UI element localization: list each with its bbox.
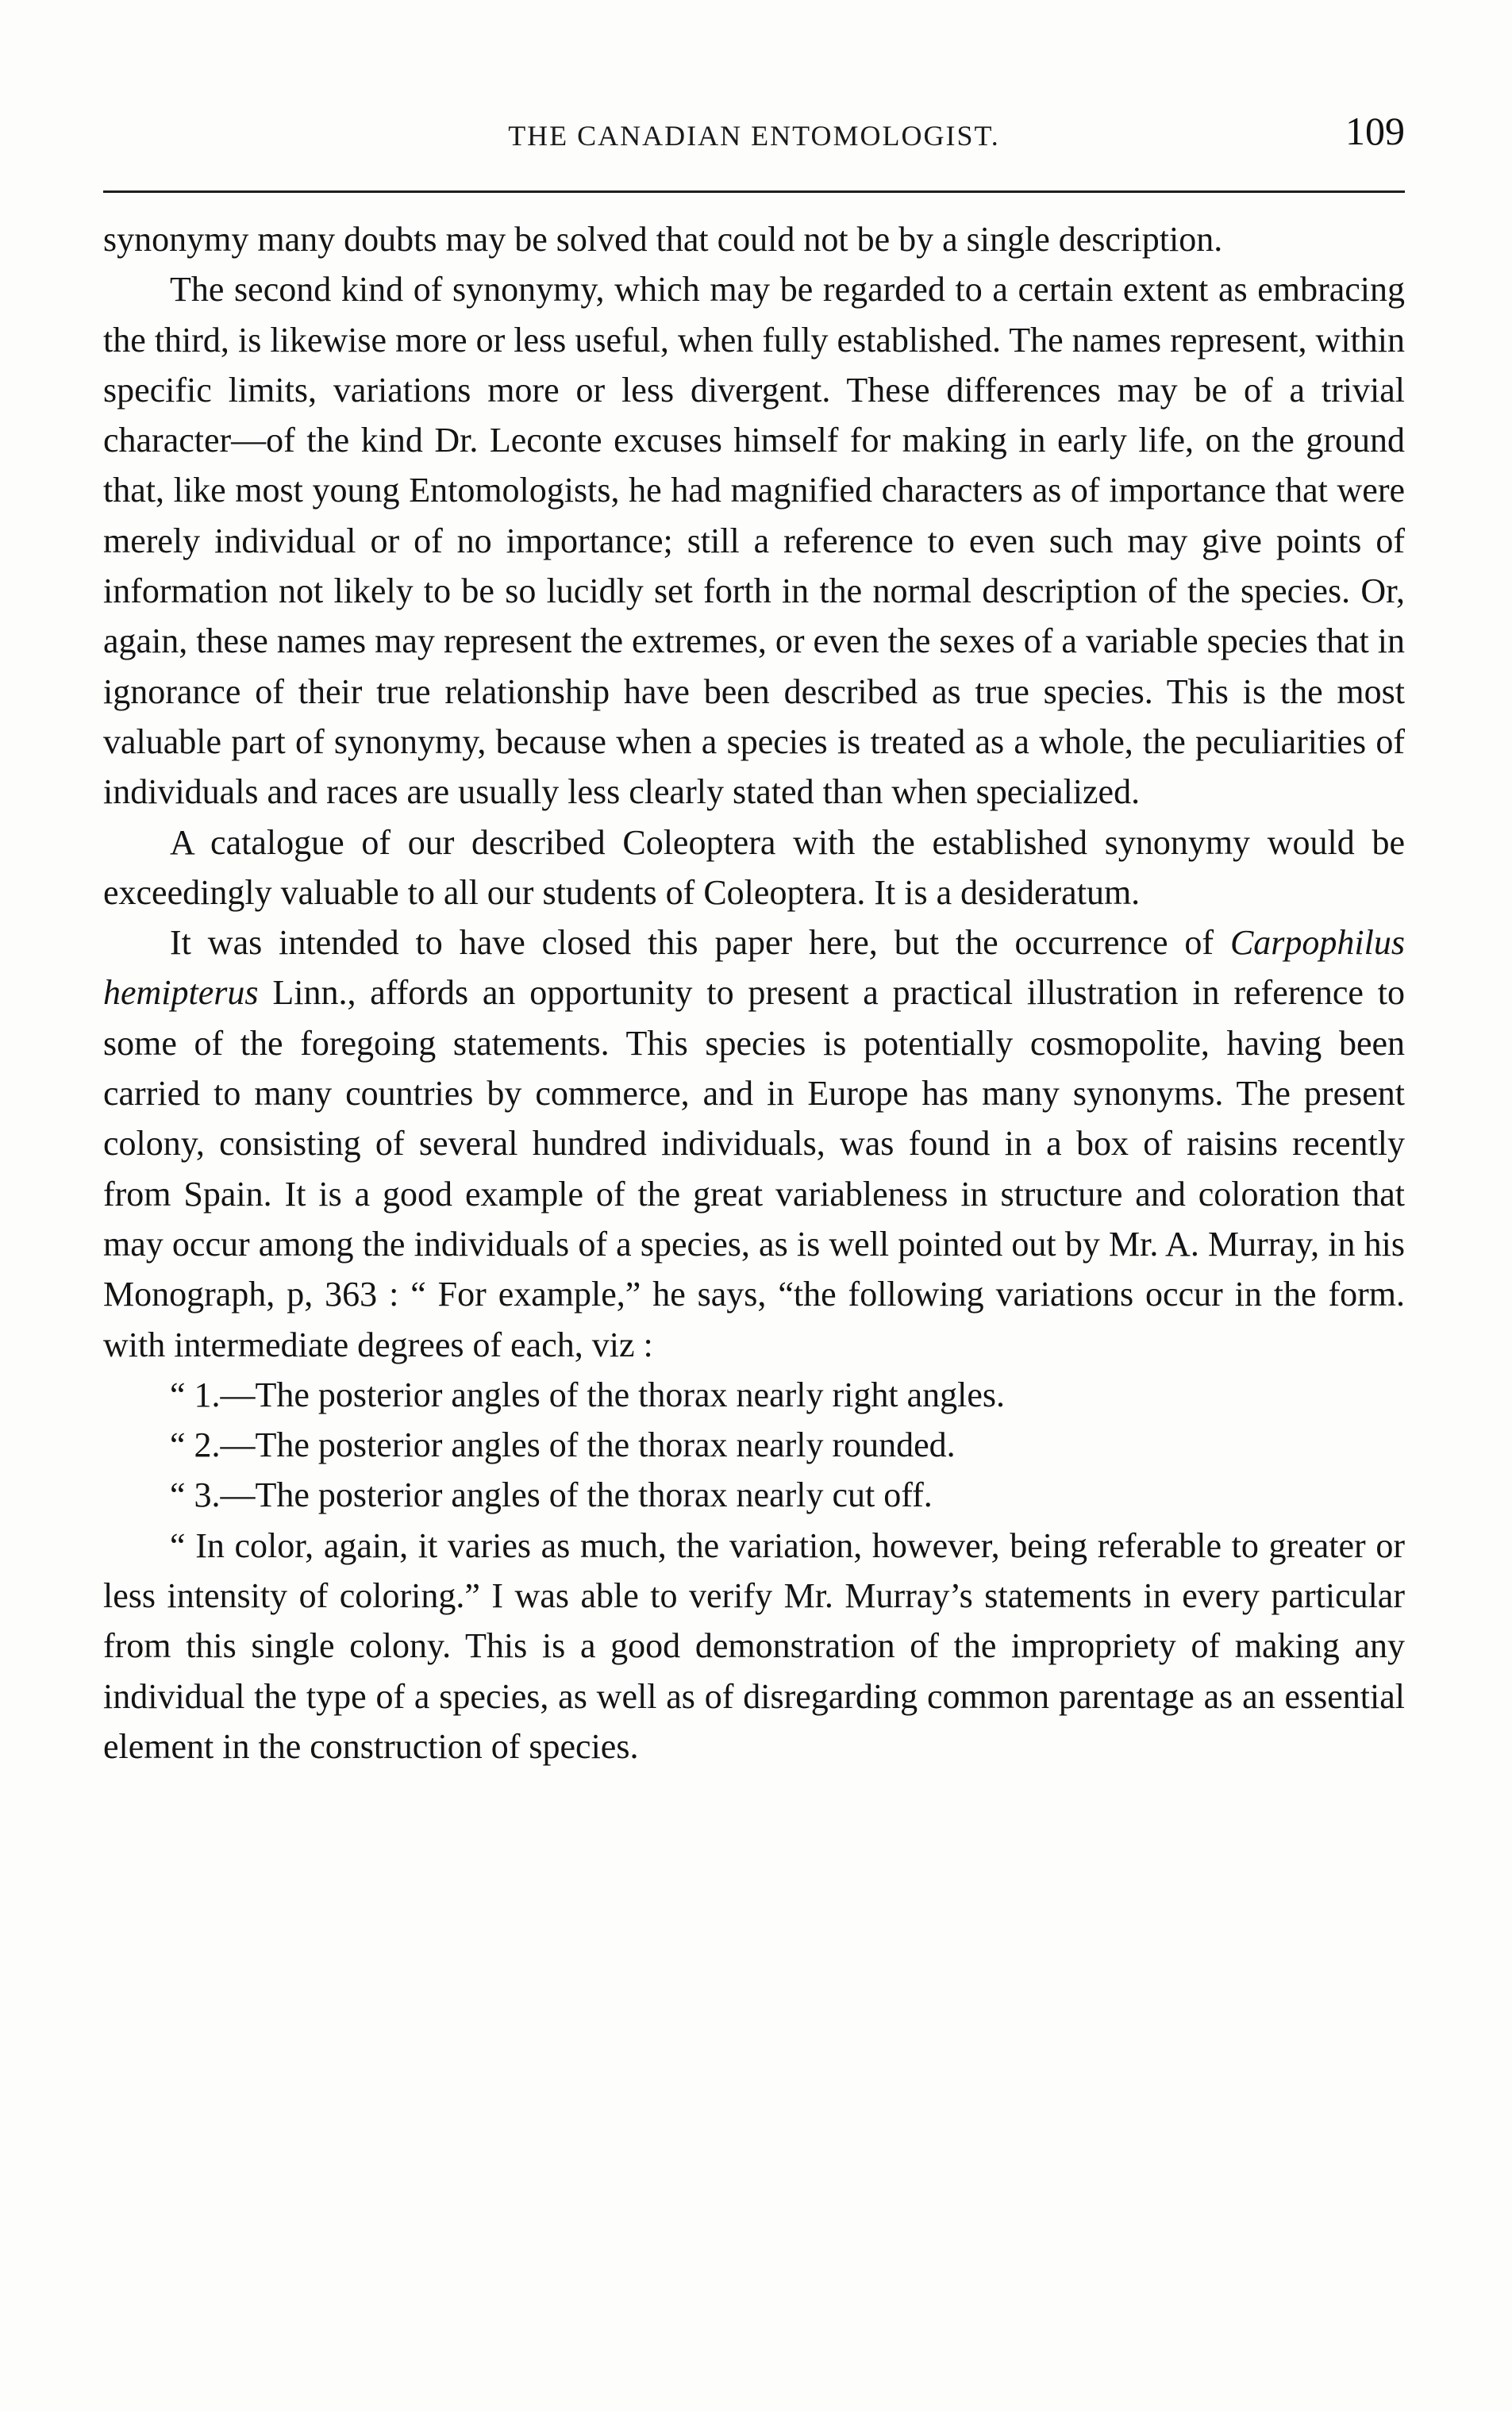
variation-item-1: “ 1.—The posterior angles of the thorax nearly right angles. xyxy=(170,1375,1006,1414)
paragraph-carpophilus-body: Linn., affords an opportunity to present a practical illustration in reference to some of the foregoing statements. This species is potentially cosmopolite, having been carried to many countries by commerce, and in Europe has many synonyms. The present colony, consisting of several hundred individuals, was found in a box of raisins recently from Spain. It is a good example of the great variableness in structure and coloration that may occur among the individuals of a species, as is well pointed out by Mr. A. Murray, in his Monograph, p, 363 : “ For example,” he says, “the following variations occur in the form. with intermediate degrees of each, viz : xyxy=(103,973,1405,1364)
body-text xyxy=(103,214,1405,1771)
page-header xyxy=(103,102,1405,165)
running-head: THE CANADIAN ENTOMOLOGIST. xyxy=(508,120,1000,152)
header-rule xyxy=(103,190,1405,193)
paragraph-second-kind-synonymy: The second kind of synonymy, which may be regarded to a certain extent as embracing the third, is likewise more or less useful, when fully established. The names represent, within specific limits, variations more or less divergent. These differences may be of a trivial character—of the kind Dr. Leconte excuses himself for making in early life, on the ground that, like most young Entomologists, he had magnified characters as of importance that were merely individual or of no importance; still a reference to even such may give points of information not likely to be so lucidly set forth in the normal description of the species. Or, again, these names may represent the extremes, or even the sexes of a variable species that in ignorance of their true relationship have been described as true species. This is the most valuable part of synonymy, because when a species is treated as a whole, the peculiarities of individuals and races are usually less clearly stated than when specialized. xyxy=(103,270,1405,812)
paragraph-carpophilus-intro: It was intended to have closed this paper here, but the occurrence of xyxy=(170,923,1230,963)
species-name: Carpophilus hemipterus xyxy=(103,923,1405,1013)
paragraph-synonymy-continued: synonymy many doubts may be solved that could not be by a single description. xyxy=(103,220,1223,259)
paragraph-closing: “ In color, again, it varies as much, the variation, however, being referable to greater or less intensity of coloring.” I was able to verify Mr. Murray’s statements in every particular from this single colony. This is a good demonstration of the impropriety of making any individual the type of a species, as well as of disregarding common parentage as an essential element in the construction of species. xyxy=(103,1525,1405,1766)
variation-item-2: “ 2.—The posterior angles of the thorax nearly rounded. xyxy=(170,1425,956,1465)
page-number: 109 xyxy=(1345,109,1405,153)
paragraph-catalogue: A catalogue of our described Coleoptera with the established synonymy would be exceedingly valuable to all our students of Coleoptera. It is a desideratum. xyxy=(103,822,1405,912)
variation-item-3: “ 3.—The posterior angles of the thorax nearly cut off. xyxy=(170,1475,933,1515)
paragraph-carpophilus xyxy=(103,917,1405,1370)
